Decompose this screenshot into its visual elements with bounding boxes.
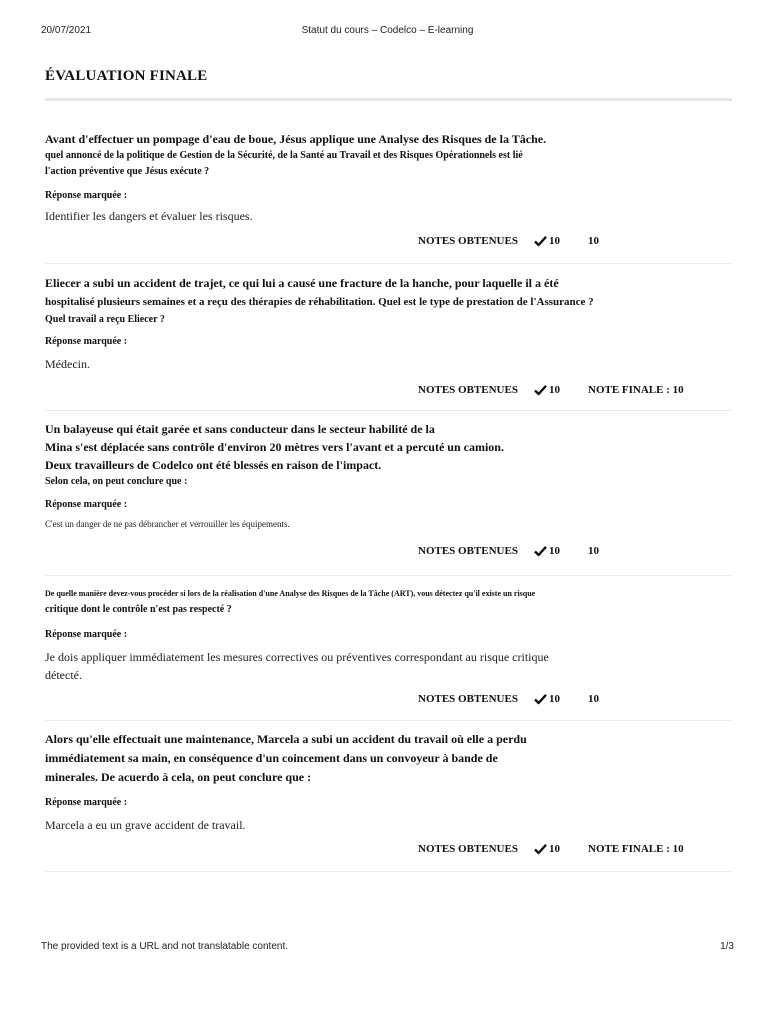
check-icon	[534, 693, 547, 705]
question-line: Alors qu'elle effectuait une maintenance, Marcela a subi un accident du travail où elle a perdu	[45, 732, 527, 746]
answer-text: C'est un danger de ne pas débrancher et verrouiller les équipements.	[45, 519, 290, 529]
answer-label: Réponse marquée :	[45, 190, 128, 201]
question-line: Quel travail a reçu Eliecer ?	[45, 314, 165, 325]
answer-label: Réponse marquée :	[45, 336, 128, 347]
score-label: NOTES OBTENUES	[418, 384, 518, 396]
score-label: NOTES OBTENUES	[418, 693, 518, 705]
final-score: 10	[588, 545, 599, 557]
question-line: hospitalisé plusieurs semaines et a reçu des thérapies de réhabilitation. Quel est le type de prestation de l'Assurance ?	[45, 296, 594, 308]
print-date: 20/07/2021	[41, 25, 92, 36]
heading-divider	[45, 98, 732, 101]
question-line: Un balayeuse qui était garée et sans conducteur dans le secteur habilité de la	[45, 422, 435, 436]
print-header	[41, 25, 734, 39]
question-line: critique dont le contrôle n'est pas respecté ?	[45, 604, 232, 615]
final-score: 10	[588, 693, 599, 705]
question-line: Eliecer a subi un accident de trajet, ce qui lui a causé une fracture de la hanche, pour laquelle il a été	[45, 276, 559, 290]
question-line: immédiatement sa main, en conséquence d'un coincement dans un convoyeur à bande de	[45, 751, 498, 765]
score-label: NOTES OBTENUES	[418, 235, 518, 247]
print-title: Statut du cours – Codelco – E-learning	[301, 25, 474, 36]
question-item-1	[45, 112, 732, 264]
final-score: NOTE FINALE : 10	[588, 384, 684, 396]
question-text	[45, 130, 645, 180]
score-value: 10	[549, 384, 560, 396]
check-icon	[534, 384, 547, 396]
page-number: 1/3	[720, 941, 734, 952]
question-item-4	[45, 576, 732, 721]
final-score: NOTE FINALE : 10	[588, 843, 684, 855]
question-item-5	[45, 721, 732, 872]
final-score: 10	[588, 235, 599, 247]
question-item-2	[45, 264, 732, 411]
question-line: quel annoncé de la politique de Gestion de la Sécurité, de la Santé au Travail et des Risques Opérationnels est lié	[45, 150, 523, 161]
score-label: NOTES OBTENUES	[418, 545, 518, 557]
answer-text: Marcela a eu un grave accident de travail.	[45, 818, 246, 832]
check-icon	[534, 545, 547, 557]
question-item-3	[45, 411, 732, 576]
page-heading: ÉVALUATION FINALE	[45, 68, 208, 84]
question-line: l'action préventive que Jésus exécute ?	[45, 166, 210, 177]
question-text	[45, 730, 645, 787]
score-value: 10	[549, 545, 560, 557]
check-icon	[534, 843, 547, 855]
footer-note: The provided text is a URL and not translatable content.	[41, 941, 288, 952]
score-value: 10	[549, 693, 560, 705]
question-line: Mina s'est déplacée sans contrôle d'environ 20 mètres vers l'avant et a percuté un camion.	[45, 440, 504, 454]
answer-label: Réponse marquée :	[45, 629, 128, 640]
answer-text: Je dois appliquer immédiatement les mesures correctives ou préventives correspondant au risque critique détecté.	[45, 650, 549, 682]
score-value: 10	[549, 843, 560, 855]
answer-text: Identifier les dangers et évaluer les risques.	[45, 209, 253, 223]
score-value: 10	[549, 235, 560, 247]
question-line: De quelle manière devez-vous procéder si lors de la réalisation d'une Analyse des Risques de la Tâche (ART), vous détectez qu'il existe un risque	[45, 589, 536, 598]
question-line: Deux travailleurs de Codelco ont été blessés en raison de l'impact.	[45, 458, 382, 472]
question-text	[45, 274, 645, 328]
answer-label: Réponse marquée :	[45, 499, 128, 510]
answer-label: Réponse marquée :	[45, 797, 128, 808]
question-text	[45, 420, 645, 490]
question-list	[45, 112, 732, 872]
question-line: minerales. De acuerdo à cela, on peut conclure que :	[45, 770, 312, 784]
question-line: Avant d'effectuer un pompage d'eau de boue, Jésus applique une Analyse des Risques de la Tâche.	[45, 132, 547, 146]
question-line: Selon cela, on peut conclure que :	[45, 476, 188, 487]
question-text	[45, 586, 685, 618]
score-label: NOTES OBTENUES	[418, 843, 518, 855]
check-icon	[534, 235, 547, 247]
answer-text: Médecin.	[45, 357, 90, 371]
print-footer	[41, 941, 734, 955]
